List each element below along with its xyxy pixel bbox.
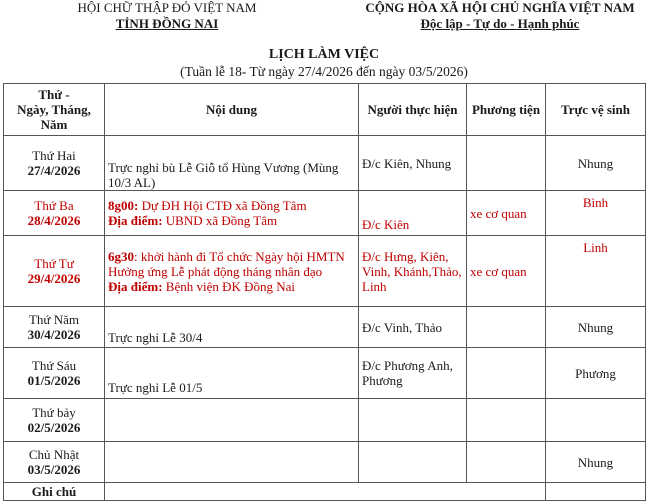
col-header-day-line: Ngày, Tháng,	[17, 102, 91, 117]
content-cell	[105, 236, 359, 307]
notes-extra-cell	[546, 483, 646, 501]
cleaning-cell: Nhung	[546, 307, 646, 348]
date: 30/4/2026	[27, 327, 81, 342]
time: 6g30	[108, 248, 134, 264]
time: 8g00:	[108, 198, 139, 213]
content-cell: Trực nghỉ Lễ 01/5	[105, 348, 359, 399]
vehicle-cell: xe cơ quan	[467, 191, 546, 236]
content-cell	[105, 399, 359, 442]
content-cell: Trực nghỉ Lễ 30/4	[105, 307, 359, 348]
cleaning-cell: Nhung	[546, 136, 646, 191]
people-cell	[359, 442, 467, 483]
content-cell	[105, 442, 359, 483]
content-cell: Trực nghỉ bù Lễ Giỗ tổ Hùng Vương (Mùng 10/3 AL)	[105, 136, 359, 191]
table-row	[4, 191, 646, 236]
vehicle-cell	[467, 136, 546, 191]
weekday: Thứ Năm	[28, 312, 79, 327]
day-cell	[4, 191, 105, 236]
org-province: TỈNH ĐỒNG NAI	[115, 16, 219, 31]
page-title: LỊCH LÀM VIỆC	[268, 47, 380, 62]
day-cell	[4, 442, 105, 483]
weekday: Thứ bảy	[32, 405, 76, 420]
vehicle-cell: xe cơ quan	[467, 236, 546, 307]
org-header	[62, 0, 272, 32]
col-header-cleaning: Trực vệ sinh	[546, 84, 646, 136]
cleaning-cell: Phương	[546, 348, 646, 399]
cleaning-cell: Nhung	[546, 442, 646, 483]
content-cell	[105, 191, 359, 236]
cleaning-cell: Bình	[546, 191, 646, 236]
day-cell	[4, 399, 105, 442]
national-header	[350, 0, 648, 32]
people-cell: Đ/c Vinh, Thảo	[359, 307, 467, 348]
col-header-people: Người thực hiện	[359, 84, 467, 136]
weekday: Thứ Sáu	[31, 358, 77, 373]
table-row	[4, 348, 646, 399]
org-name: HỘI CHỮ THẬP ĐỎ VIỆT NAM	[77, 0, 257, 15]
day-cell	[4, 307, 105, 348]
day-cell	[4, 236, 105, 307]
date: 01/5/2026	[27, 373, 81, 388]
page-subtitle: (Tuần lễ 18- Từ ngày 27/4/2026 đến ngày 03/5/2026)	[180, 64, 468, 79]
event: Dự ĐH Hội CTĐ xã Đồng Tâm	[138, 198, 307, 213]
national-title: CỘNG HÒA XÃ HỘI CHỦ NGHĨA VIỆT NAM	[365, 0, 635, 15]
day-cell	[4, 136, 105, 191]
table-row	[4, 136, 646, 191]
col-header-content: Nội dung	[105, 84, 359, 136]
date: 03/5/2026	[27, 462, 81, 477]
col-header-day-line: Năm	[40, 117, 68, 132]
national-motto: Độc lập - Tự do - Hạnh phúc	[420, 16, 580, 31]
col-header-day-line: Thứ -	[38, 87, 70, 102]
vehicle-cell	[467, 348, 546, 399]
table-header-row	[4, 84, 646, 136]
notes-content	[105, 483, 546, 501]
people-cell: Đ/c Phương Anh, Phương	[359, 348, 467, 399]
event: : khởi hành đi Tổ chức Ngày hội HMTN Hưởng ứng Lễ phát động tháng nhân đạo	[108, 248, 345, 279]
weekday: Thứ Hai	[32, 148, 76, 163]
people-cell: Đ/c Kiên, Nhung	[359, 136, 467, 191]
table-row	[4, 442, 646, 483]
notes-row	[4, 483, 646, 501]
location: UBND xã Đồng Tâm	[162, 213, 278, 228]
schedule-table	[3, 83, 646, 501]
location-label: Địa điểm:	[108, 278, 163, 294]
people-cell: Đ/c Kiên	[359, 191, 467, 236]
vehicle-cell	[467, 399, 546, 442]
vehicle-cell	[467, 442, 546, 483]
table-row	[4, 399, 646, 442]
weekday: Thứ Tư	[34, 256, 74, 271]
date: 27/4/2026	[27, 163, 81, 178]
location: Bệnh viện ĐK Đồng Nai	[162, 278, 296, 294]
date: 02/5/2026	[27, 420, 81, 435]
people-cell: Đ/c Hưng, Kiên, Vinh, Khánh,Thảo, Linh	[359, 236, 467, 307]
col-header-day	[4, 84, 105, 136]
weekday: Thứ Ba	[34, 198, 74, 213]
cleaning-cell	[546, 399, 646, 442]
day-cell	[4, 348, 105, 399]
people-cell	[359, 399, 467, 442]
date: 29/4/2026	[27, 271, 81, 286]
col-header-vehicle: Phương tiện	[467, 84, 546, 136]
location-label: Địa điểm:	[108, 213, 163, 228]
weekday: Chủ Nhật	[28, 447, 80, 462]
table-row	[4, 236, 646, 307]
table-row	[4, 307, 646, 348]
cleaning-cell: Linh	[546, 236, 646, 307]
vehicle-cell	[467, 307, 546, 348]
date: 28/4/2026	[27, 213, 81, 228]
notes-label: Ghi chú	[4, 483, 105, 501]
